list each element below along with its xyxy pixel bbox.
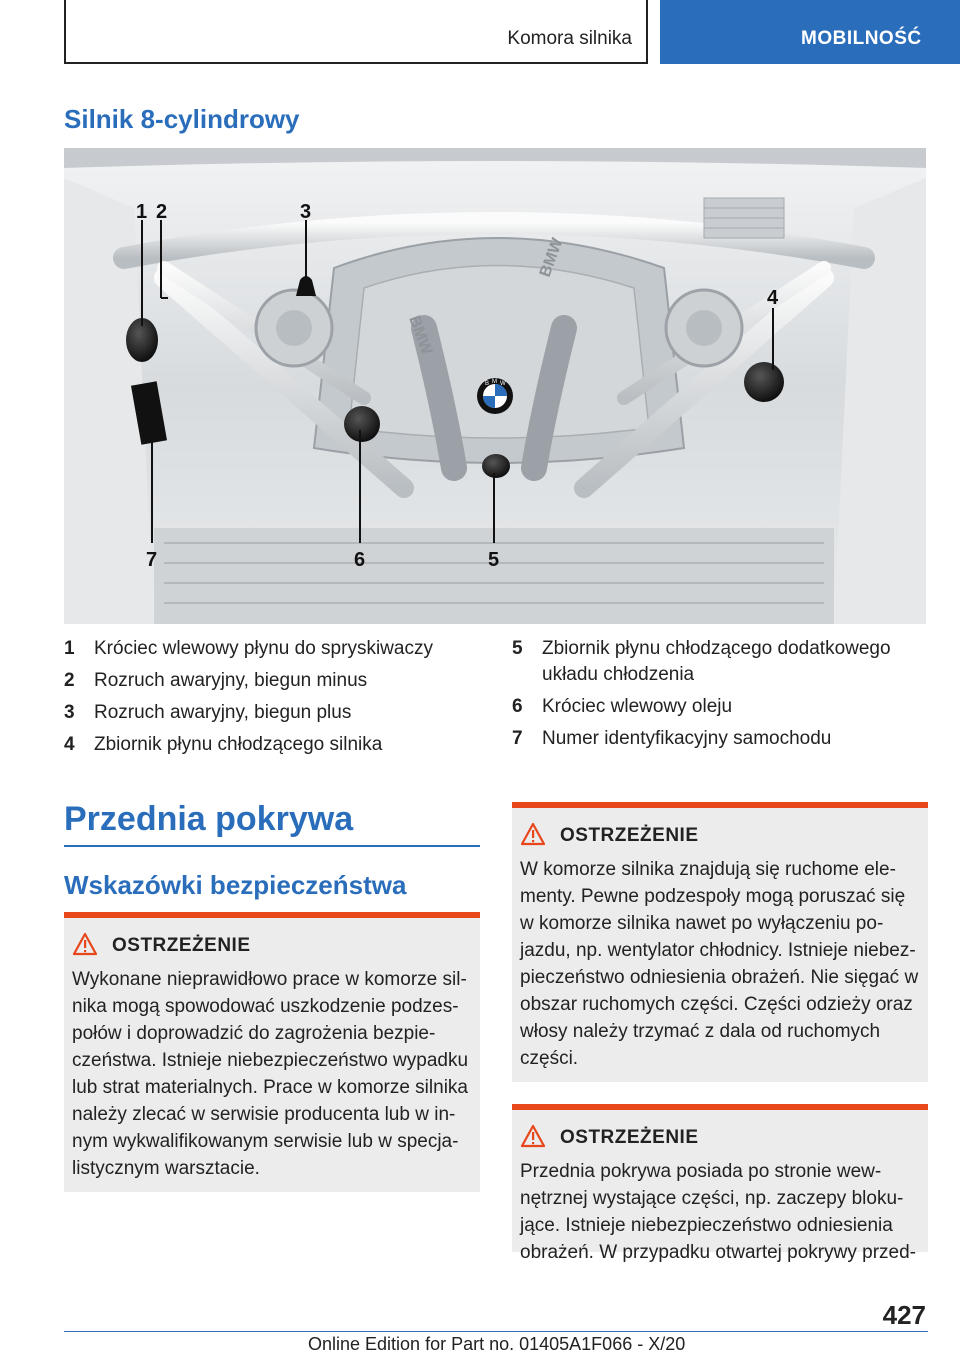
section-divider [64,845,480,847]
legend-item [512,694,926,720]
oil-filler-cap [344,406,380,442]
legend-number: 1 [64,638,75,659]
legend-number: 4 [64,734,75,755]
legend-number: 6 [512,696,523,717]
warning-text: W komorze silnika znajdują się ruchome ele-menty. Pewne podzespoły mogą poruszać się w komorze silnika nawet po wyłączeniu po-jazdu, np. wentylator chłodnicy. Istnieje niebez-pieczeństwo odniesienia obrażeń. Nie sięgać w obszar ruchomych części. Części odzieży oraz włosy należy trzymać z dala od ruchomych części. [520,859,919,1069]
callout-5: 5 [488,549,500,571]
legend-item [512,726,926,752]
emblem-letter-w: W [500,381,506,387]
legend-text: Króciec wlewowy oleju [542,696,733,717]
legend-item [64,668,484,694]
legend-number: 5 [512,638,523,659]
callout-3: 3 [300,201,312,223]
warning-text: Przednia pokrywa posiada po stronie wew-nętrznej wystające części, np. zaczepy bloku-jące. Istnieje niebezpieczeństwo odniesienia obrażeń. W przypadku otwartej pokrywy przed- [520,1161,916,1263]
legend-text: Rozruch awaryjny, biegun plus [94,702,352,723]
header-chapter-tab[interactable] [660,0,960,64]
warning-title: OSTRZEŻENIE [560,1127,699,1148]
page-title: Silnik 8-cylindrowy [64,104,300,134]
warning-triangle-icon [72,932,112,961]
warning-title: OSTRZEŻENIE [560,825,699,846]
legend-number: 2 [64,670,75,691]
warning-box-hood-parts [512,1104,928,1263]
legend-text: Numer identyfikacyjny samochodu [542,728,832,749]
legend-item [512,636,926,688]
warning-text: Wykonane nieprawidłowo prace w komorze sil-nika mogą spowodować uszkodzenie podzes-połów i doprowadzić do zagrożenia bezpie-czeństwa. Istnieje niebezpieczeństwo wypadku lub strat materialnych. Prace w komorze silnika należy zlecać w serwisie producenta lub w in-nym wykwalifikowanym serwisie lub w specja-listycznym warsztacie. [72,969,469,1179]
header-section-box [64,0,648,64]
engine-bay-figure [64,148,926,624]
legend-item [64,636,484,662]
engine-bay-illustration [64,148,926,624]
legend-item [64,700,484,726]
legend-left [64,636,484,764]
callout-2: 2 [156,201,168,223]
header-chapter-label: MOBILNOŚĆ [801,28,922,49]
subsection-title: Wskazówki bezpieczeństwa [64,870,407,900]
warning-triangle-icon [520,1124,560,1153]
legend-text: Króciec wlewowy płynu do spryskiwaczy [94,638,433,659]
aux-coolant-cap [482,454,510,478]
warning-box-maintenance [64,912,480,1192]
callout-4: 4 [767,287,779,309]
callout-7: 7 [146,549,158,571]
coolant-reservoir-cap [744,362,784,402]
engine-cover-text-right: BMW [536,235,567,280]
warning-triangle-icon [520,822,560,851]
header-section-label: Komora silnika [507,28,632,49]
legend-item [64,732,484,758]
legend-number: 7 [512,728,523,749]
legend-text: Rozruch awaryjny, biegun minus [94,670,368,691]
warning-title: OSTRZEŻENIE [112,935,251,956]
warning-box-moving-parts [512,802,928,1082]
callout-1: 1 [136,201,148,223]
legend-text: Zbiornik płynu chłodzącego silnika [94,734,383,755]
footer-divider [64,1331,928,1332]
footer-edition: Online Edition for Part no. 01405A1F066 - X/20 [308,1334,686,1354]
engine-cover-text-left: BMW [405,313,435,357]
legend-text: Zbiornik płynu chłodzącego dodatkowego układu chłodzenia [542,638,891,685]
section-title: Przednia pokrywa [64,800,354,838]
emblem-letter-b: B [485,381,490,387]
page-number: 427 [882,1300,926,1330]
legend-right [512,636,926,758]
legend-number: 3 [64,702,75,723]
emblem-letter-m: M [492,379,497,385]
callout-6: 6 [354,549,366,571]
